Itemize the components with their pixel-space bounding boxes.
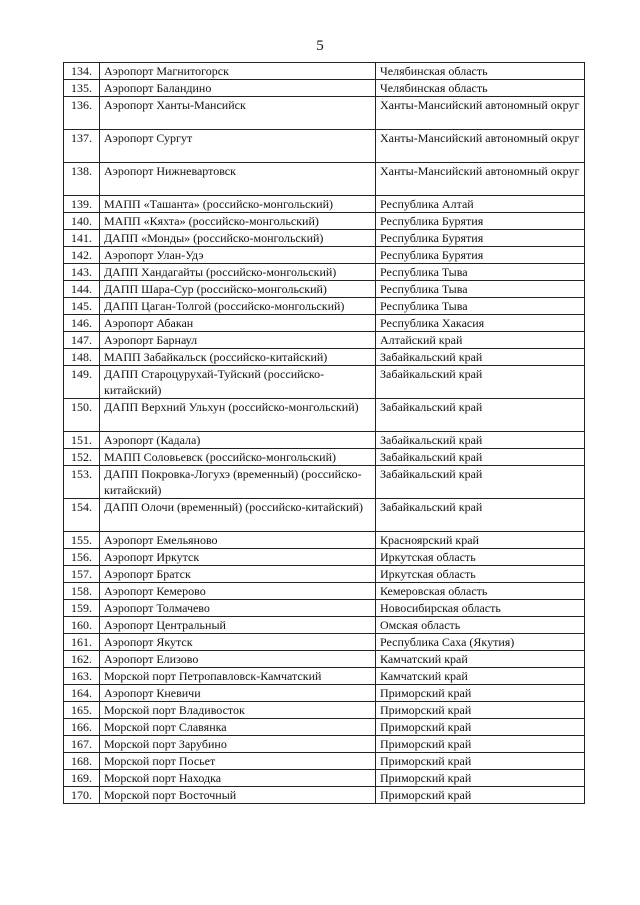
- table-row: [64, 583, 585, 600]
- region-name: Ханты-Мансийский автономный округ: [376, 163, 585, 196]
- row-number: 144.: [64, 281, 100, 298]
- table-row: [64, 63, 585, 80]
- row-number: 152.: [64, 449, 100, 466]
- row-number: 165.: [64, 702, 100, 719]
- checkpoint-name: Аэропорт Толмачево: [100, 600, 376, 617]
- region-name: Республика Хакасия: [376, 315, 585, 332]
- region-name: Ханты-Мансийский автономный округ: [376, 130, 585, 163]
- row-number: 146.: [64, 315, 100, 332]
- table-row: [64, 366, 585, 399]
- checkpoint-name: Аэропорт Братск: [100, 566, 376, 583]
- checkpoint-name: Аэропорт Иркутск: [100, 549, 376, 566]
- table-row: [64, 736, 585, 753]
- checkpoint-name: Морской порт Славянка: [100, 719, 376, 736]
- table-row: [64, 532, 585, 549]
- table-row: [64, 702, 585, 719]
- page-number: 5: [316, 38, 324, 54]
- checkpoint-name: Аэропорт Кемерово: [100, 583, 376, 600]
- checkpoint-table: [63, 62, 585, 804]
- region-name: Приморский край: [376, 702, 585, 719]
- table-row: [64, 634, 585, 651]
- checkpoint-name: Аэропорт Абакан: [100, 315, 376, 332]
- table-row: [64, 449, 585, 466]
- row-number: 139.: [64, 196, 100, 213]
- row-number: 135.: [64, 80, 100, 97]
- row-number: 161.: [64, 634, 100, 651]
- row-number: 134.: [64, 63, 100, 80]
- region-name: Республика Тыва: [376, 298, 585, 315]
- row-number: 160.: [64, 617, 100, 634]
- region-name: Республика Тыва: [376, 281, 585, 298]
- checkpoint-name: Аэропорт Ханты-Мансийск: [100, 97, 376, 130]
- checkpoint-name: Аэропорт Елизово: [100, 651, 376, 668]
- region-name: Омская область: [376, 617, 585, 634]
- region-name: Забайкальский край: [376, 349, 585, 366]
- table-row: [64, 130, 585, 163]
- region-name: Забайкальский край: [376, 432, 585, 449]
- region-name: Иркутская область: [376, 549, 585, 566]
- checkpoint-name: Аэропорт Якутск: [100, 634, 376, 651]
- row-number: 162.: [64, 651, 100, 668]
- checkpoint-name: ДАПП Олочи (временный) (российско-китайский): [100, 499, 376, 532]
- table-row: [64, 281, 585, 298]
- row-number: 168.: [64, 753, 100, 770]
- table-row: [64, 315, 585, 332]
- region-name: Приморский край: [376, 736, 585, 753]
- region-name: Красноярский край: [376, 532, 585, 549]
- checkpoint-name: ДАПП «Монды» (российско-монгольский): [100, 230, 376, 247]
- region-name: Забайкальский край: [376, 399, 585, 432]
- table-row: [64, 80, 585, 97]
- row-number: 150.: [64, 399, 100, 432]
- region-name: Приморский край: [376, 685, 585, 702]
- region-name: Камчатский край: [376, 668, 585, 685]
- checkpoint-name: ДАПП Хандагайты (российско-монгольский): [100, 264, 376, 281]
- checkpoint-name: ДАПП Верхний Ульхун (российско-монгольский): [100, 399, 376, 432]
- row-number: 148.: [64, 349, 100, 366]
- region-name: Республика Бурятия: [376, 247, 585, 264]
- checkpoint-name: Морской порт Восточный: [100, 787, 376, 804]
- row-number: 163.: [64, 668, 100, 685]
- row-number: 140.: [64, 213, 100, 230]
- table-row: [64, 432, 585, 449]
- table-row: [64, 349, 585, 366]
- table-row: [64, 753, 585, 770]
- region-name: Челябинская область: [376, 80, 585, 97]
- table-row: [64, 617, 585, 634]
- row-number: 157.: [64, 566, 100, 583]
- table-row: [64, 549, 585, 566]
- table-row: [64, 685, 585, 702]
- table-row: [64, 247, 585, 264]
- region-name: Республика Бурятия: [376, 230, 585, 247]
- region-name: Республика Бурятия: [376, 213, 585, 230]
- region-name: Алтайский край: [376, 332, 585, 349]
- checkpoint-name: ДАПП Староцурухай-Туйский (российско-китайский): [100, 366, 376, 399]
- row-number: 158.: [64, 583, 100, 600]
- checkpoint-name: Морской порт Находка: [100, 770, 376, 787]
- table-row: [64, 787, 585, 804]
- checkpoint-name: МАПП «Кяхта» (российско-монгольский): [100, 213, 376, 230]
- checkpoint-name: Аэропорт Баландино: [100, 80, 376, 97]
- row-number: 145.: [64, 298, 100, 315]
- table-row: [64, 668, 585, 685]
- row-number: 136.: [64, 97, 100, 130]
- row-number: 170.: [64, 787, 100, 804]
- region-name: Республика Тыва: [376, 264, 585, 281]
- checkpoint-name: Аэропорт Барнаул: [100, 332, 376, 349]
- row-number: 137.: [64, 130, 100, 163]
- checkpoint-name: Аэропорт (Кадала): [100, 432, 376, 449]
- checkpoint-name: МАПП «Ташанта» (российско-монгольский): [100, 196, 376, 213]
- row-number: 154.: [64, 499, 100, 532]
- checkpoint-name: Аэропорт Сургут: [100, 130, 376, 163]
- table-row: [64, 264, 585, 281]
- table-row: [64, 230, 585, 247]
- row-number: 166.: [64, 719, 100, 736]
- table-row: [64, 163, 585, 196]
- checkpoint-name: МАПП Соловьевск (российско-монгольский): [100, 449, 376, 466]
- region-name: Челябинская область: [376, 63, 585, 80]
- region-name: Приморский край: [376, 719, 585, 736]
- region-name: Забайкальский край: [376, 449, 585, 466]
- table-row: [64, 399, 585, 432]
- checkpoint-name: Аэропорт Кневичи: [100, 685, 376, 702]
- row-number: 156.: [64, 549, 100, 566]
- row-number: 167.: [64, 736, 100, 753]
- row-number: 164.: [64, 685, 100, 702]
- row-number: 141.: [64, 230, 100, 247]
- checkpoint-name: Морской порт Владивосток: [100, 702, 376, 719]
- table-row: [64, 566, 585, 583]
- table-row: [64, 499, 585, 532]
- table-row: [64, 770, 585, 787]
- row-number: 159.: [64, 600, 100, 617]
- checkpoint-name: ДАПП Покровка-Логухэ (временный) (российско-китайский): [100, 466, 376, 499]
- table-row: [64, 196, 585, 213]
- table-row: [64, 332, 585, 349]
- row-number: 149.: [64, 366, 100, 399]
- region-name: Забайкальский край: [376, 499, 585, 532]
- row-number: 147.: [64, 332, 100, 349]
- row-number: 143.: [64, 264, 100, 281]
- region-name: Ханты-Мансийский автономный округ: [376, 97, 585, 130]
- checkpoint-name: Аэропорт Емельяново: [100, 532, 376, 549]
- table-row: [64, 719, 585, 736]
- region-name: Камчатский край: [376, 651, 585, 668]
- checkpoint-name: Морской порт Зарубино: [100, 736, 376, 753]
- row-number: 138.: [64, 163, 100, 196]
- row-number: 142.: [64, 247, 100, 264]
- region-name: Республика Алтай: [376, 196, 585, 213]
- checkpoint-name: Морской порт Петропавловск-Камчатский: [100, 668, 376, 685]
- region-name: Республика Саха (Якутия): [376, 634, 585, 651]
- row-number: 155.: [64, 532, 100, 549]
- table-row: [64, 600, 585, 617]
- region-name: Новосибирская область: [376, 600, 585, 617]
- row-number: 169.: [64, 770, 100, 787]
- checkpoint-name: Аэропорт Нижневартовск: [100, 163, 376, 196]
- region-name: Приморский край: [376, 787, 585, 804]
- row-number: 153.: [64, 466, 100, 499]
- checkpoint-name: Морской порт Посьет: [100, 753, 376, 770]
- table-row: [64, 466, 585, 499]
- checkpoint-name: Аэропорт Улан-Удэ: [100, 247, 376, 264]
- checkpoint-name: МАПП Забайкальск (российско-китайский): [100, 349, 376, 366]
- row-number: 151.: [64, 432, 100, 449]
- table-row: [64, 97, 585, 130]
- table-row: [64, 298, 585, 315]
- checkpoint-name: Аэропорт Центральный: [100, 617, 376, 634]
- region-name: Забайкальский край: [376, 466, 585, 499]
- table-row: [64, 651, 585, 668]
- region-name: Забайкальский край: [376, 366, 585, 399]
- table-row: [64, 213, 585, 230]
- region-name: Кемеровская область: [376, 583, 585, 600]
- checkpoint-name: ДАПП Цаган-Толгой (российско-монгольский): [100, 298, 376, 315]
- checkpoint-name: ДАПП Шара-Сур (российско-монгольский): [100, 281, 376, 298]
- region-name: Приморский край: [376, 770, 585, 787]
- region-name: Приморский край: [376, 753, 585, 770]
- checkpoint-name: Аэропорт Магнитогорск: [100, 63, 376, 80]
- region-name: Иркутская область: [376, 566, 585, 583]
